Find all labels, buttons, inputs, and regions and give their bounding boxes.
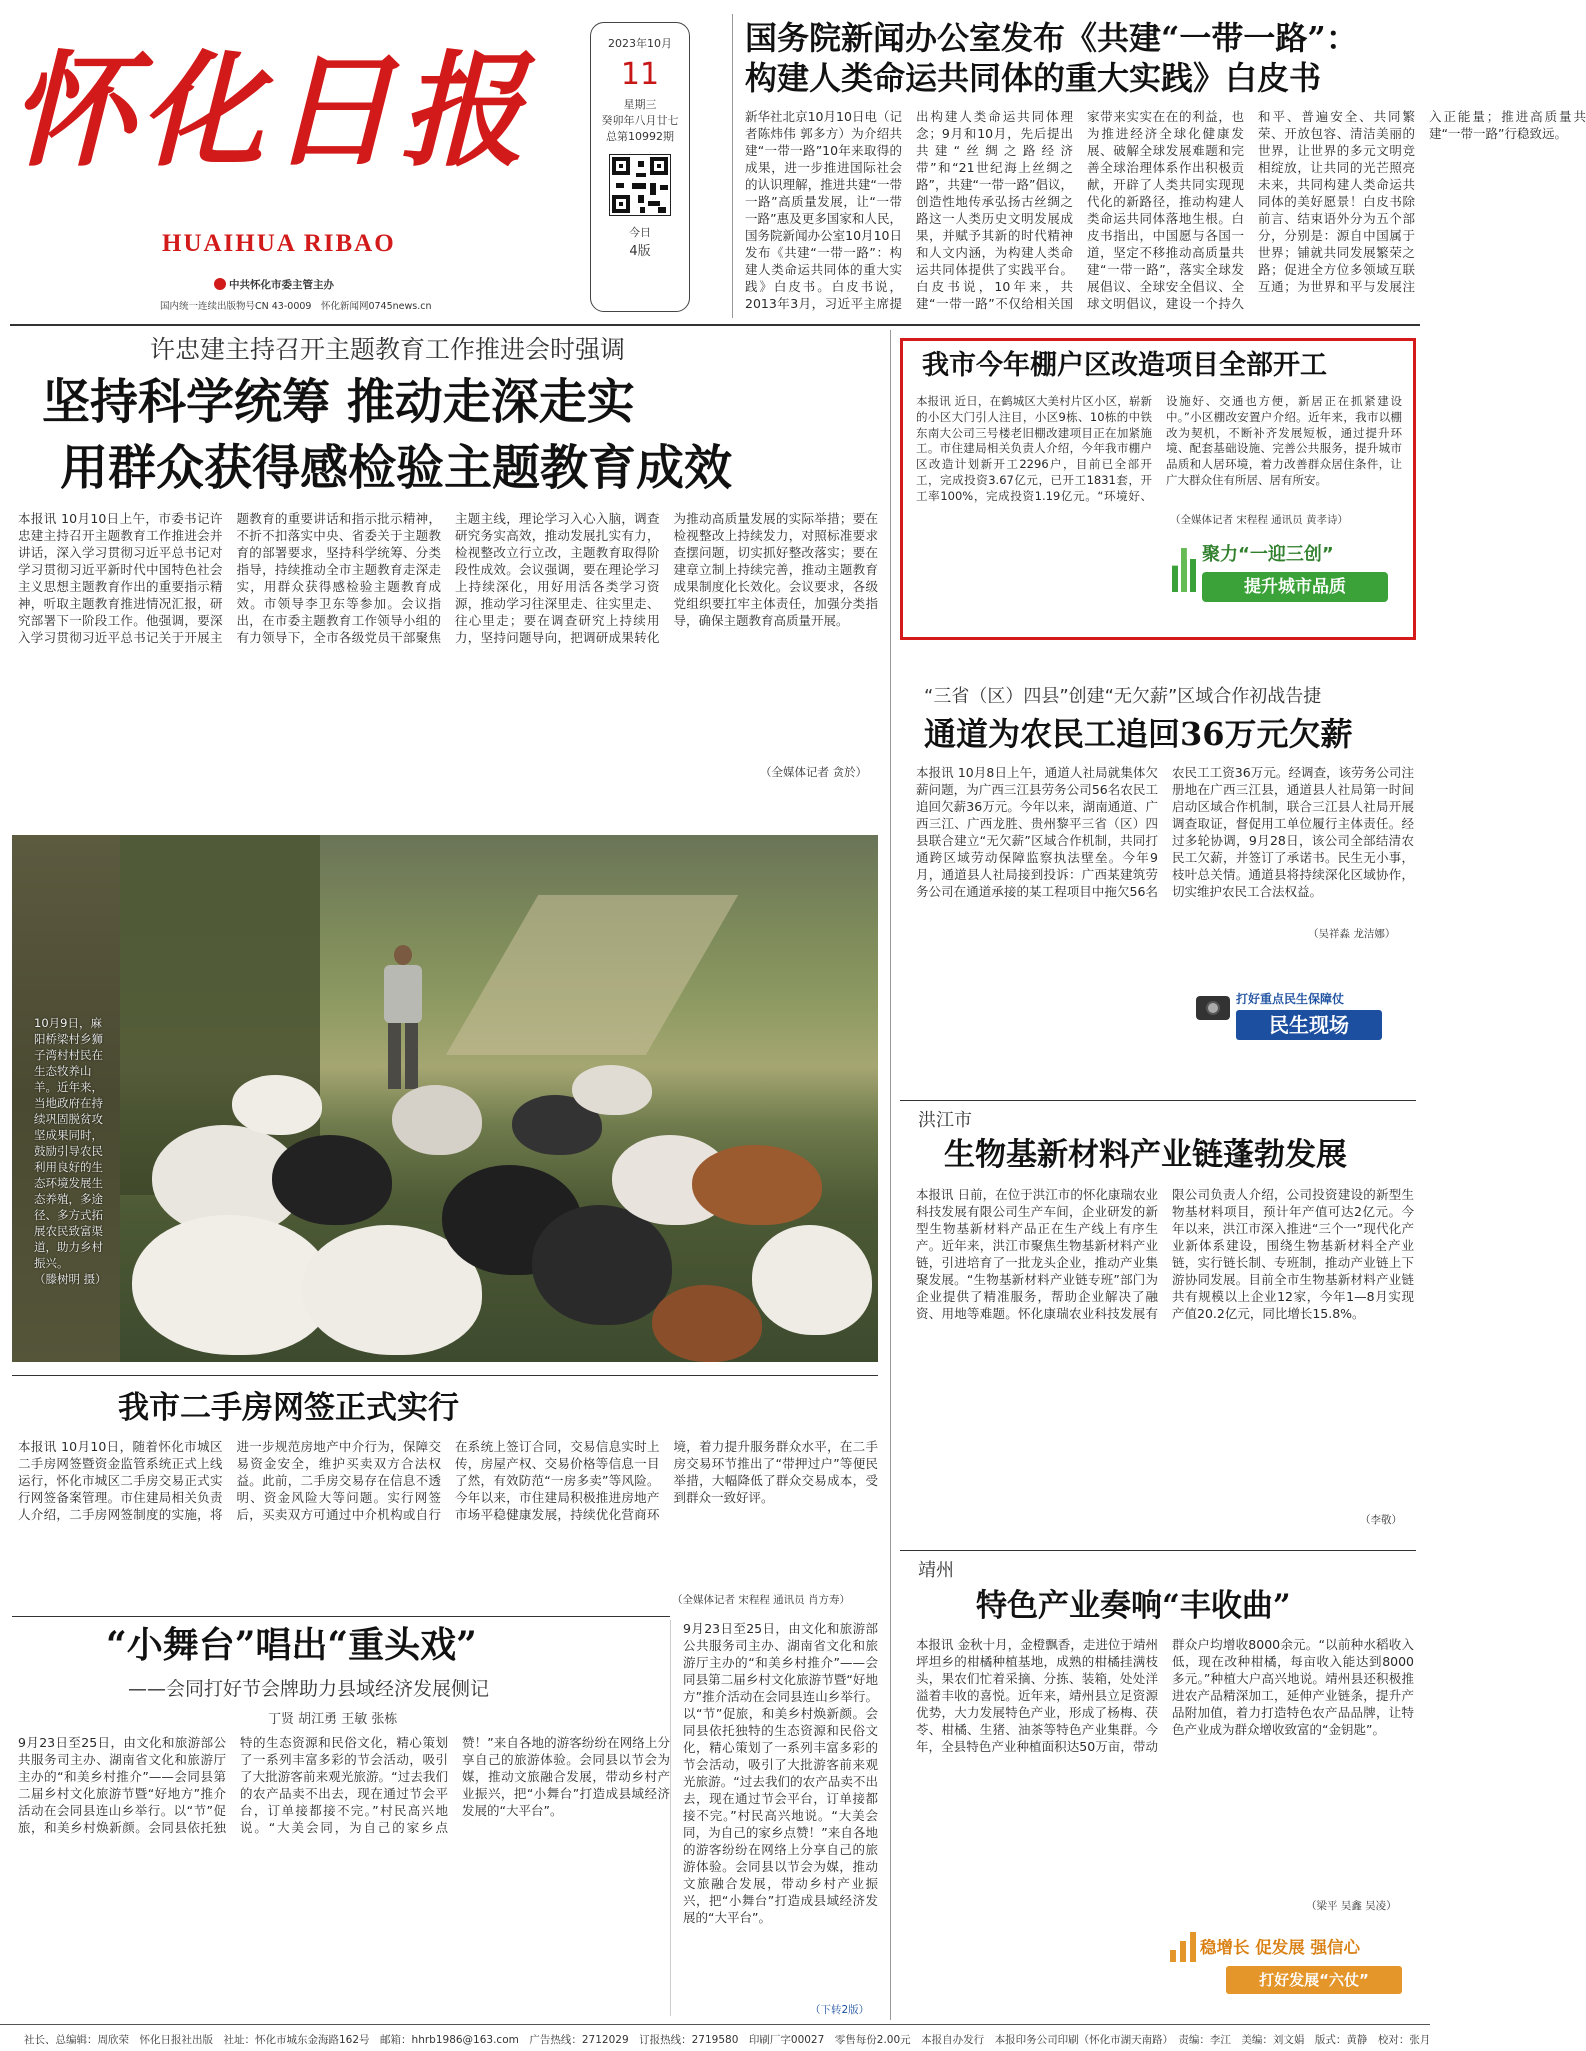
growth-chart-icon: [1170, 1932, 1196, 1962]
sponsor-line: 中共怀化市委主管主办: [214, 277, 334, 292]
weekday: 星期三: [623, 98, 657, 111]
jingzhou-kicker: 靖州: [918, 1560, 954, 1581]
stage-subtitle: ——会同打好节会牌助力县域经济发展侧记: [128, 1678, 490, 1700]
jingzhou-body: 本报讯 金秋十月，金橙飘香，走进位于靖州坪坦乡的柑橘种植基地，成熟的柑橘挂满枝头，果农们忙着采摘、分拣、装箱，处处洋溢着丰收的喜悦。近年来，靖州县立足资源优势，大力发展特色产业，形成了杨梅、茯苓、柑橘、生猪、油茶等特色产业集群。今年，全县特色产业种植面积达50万亩，带动群众户均增收8000余元。“以前种水稻收入低，现在改种柑橘，每亩收入能达到8000多元。”种植大户高兴地说。靖州县还积极推进农产品精深加工，延伸产业链条，提升产品附加值，着力打造特色农产品品牌，让特色产业成为群众增收致富的“金钥匙”。: [916, 1637, 1414, 1754]
biotech-title[interactable]: 生物基新材料产业链蓬勃发展: [944, 1137, 1347, 1173]
goat: [752, 1225, 872, 1335]
right-divider-1: [900, 1100, 1416, 1101]
goat: [532, 1205, 672, 1325]
column-separator-top: [732, 14, 733, 318]
newspaper-pinyin: HUAIHUA RIBAO: [162, 230, 396, 257]
masthead-divider: [10, 324, 1420, 326]
page-footer: 社长、总编辑：周欣荣 怀化日报社出版 社址：怀化市城东金海路162号 邮箱：hhrb1986@163.com 广告热线：2712029 订报热线：2719580 印刷厂字00027 零售每份2.00元 本报自办发行 本报印务公司印刷（怀化市湖天南路） 责编：李江 美编：刘文娟 版式：黄静 校对：张月: [0, 2024, 1430, 2051]
stage-authors: 丁贤 胡江勇 王敏 张栋: [268, 1712, 398, 1727]
date-day: 11: [620, 57, 660, 92]
main-story-title-1[interactable]: 坚持科学统筹 推动走深走实: [42, 374, 635, 430]
top-story-title-1[interactable]: 国务院新闻办公室发布《共建“一带一路”：: [745, 19, 1358, 57]
jingzhou-banner-line-1: 稳增长 促发展 强信心: [1200, 1938, 1360, 1957]
jingzhou-banner: [1166, 1920, 1410, 2006]
banner-line-2: 提升城市品质: [1202, 572, 1388, 602]
shantytown-title[interactable]: 我市今年棚户区改造项目全部开工: [922, 350, 1327, 381]
wage-title[interactable]: 通道为农民工追回36万元欠薪: [924, 715, 1353, 753]
farmer-figure: [382, 945, 424, 1095]
stage-continued-link[interactable]: （下转2版）: [810, 2004, 870, 2016]
biotech-body: 本报讯 日前，在位于洪江市的怀化康瑞农业科技发展有限公司生产车间，企业研发的新型生物基新材料产品正在生产线上有序生产。近年来，洪江市聚焦生物基新材料产业链，引进培育了一批龙头企业，推动产业集聚发展。“生物基新材料产业链专班”部门为企业提供了精准服务，帮助企业解决了融资、用地等难题。怀化康瑞农业科技发展有限公司负责人介绍，公司投资建设的新型生物基材料项目，预计年产值可达2亿元。今年以来，洪江市深入推进“三个一”现代化产业新体系建设，围绕生物基新材料全产业链，实行链长制、专班制，推动产业链上下游协同发展。目前全市生物基新材料产业链共有规模以上企业12家，今年1—8月实现产值20.2亿元，同比增长15.8%。: [916, 1187, 1414, 1321]
newspaper-logo: 怀化日报: [10, 39, 531, 184]
main-story-kicker: 许忠建主持召开主题教育工作推进会时强调: [150, 335, 626, 364]
wage-banner-line-2: 民生现场: [1236, 1010, 1382, 1040]
wage-body: 本报讯 10月8日上午，通道人社局就集体欠薪问题，为广西三江县劳务公司56名农民工追回欠薪36万元。今年以来，湖南通道、广西三江、广西龙胜、贵州黎平三省（区）四县联合建立“无欠薪”区域合作机制，共同打通跨区域劳动保障监察执法壁垒。今年9月，通道县人社局接到投诉：广西某建筑劳务公司在通道承接的某工程项目中拖欠56名农民工工资36万元。经调查，该劳务公司注册地在广西三江县，通道县人社局第一时间启动区域合作机制，联合三江县人社局开展调查取证，督促用工单位履行主体责任。经过多轮协调，9月28日，该公司全部结清农民工欠薪，并签订了承诺书。民生无小事，枝叶总关情。通道县将持续深化区域协作，切实维护农民工合法权益。: [916, 765, 1414, 899]
qr-code-icon[interactable]: [609, 154, 671, 216]
shantytown-byline: （全媒体记者 宋程程 通讯员 黄孝诗）: [1170, 514, 1349, 526]
banner-line-1: 聚力“一迎三创”: [1202, 544, 1334, 565]
wage-byline: （吴祥淼 龙洁娜）: [1308, 928, 1396, 940]
lunar-date: 癸卯年八月廿七: [601, 114, 679, 127]
top-story-title-2[interactable]: 构建人类命运共同体的重大实践》白皮书: [745, 59, 1322, 97]
biotech-byline: （李敬）: [1360, 1514, 1402, 1526]
jingzhou-title[interactable]: 特色产业奏响“丰收曲”: [976, 1588, 1291, 1624]
publication-codes: 国内统一连续出版物号CN 43-0009 怀化新闻网0745news.cn: [160, 301, 432, 312]
issue-number: 总第10992期: [606, 130, 674, 143]
main-story-byline: （全媒体记者 贪於）: [760, 765, 868, 779]
goat-herding-photo[interactable]: [12, 835, 878, 1362]
today-label: 今日: [629, 226, 651, 239]
jingzhou-banner-line-2: 打好发展“六仗”: [1226, 1966, 1402, 1994]
goat: [652, 1285, 762, 1362]
wage-banner: [1196, 988, 1406, 1046]
stage-title[interactable]: “小舞台”唱出“重头戏”: [106, 1624, 477, 1666]
housing-byline: （全媒体记者 宋程程 通讯员 肖方寿）: [672, 1594, 851, 1606]
stage-divider: [12, 1616, 670, 1617]
goat: [272, 1135, 392, 1225]
housing-body: 本报讯 10月10日，随着怀化市城区二手房网签暨资金监管系统正式上线运行，怀化市城区二手房交易正式实行网签备案管理。市住建局相关负责人介绍，二手房网签制度的实施，将进一步规范房地产中介行为，保障交易资金安全，维护买卖双方合法权益。此前，二手房交易存在信息不透明、资金风险大等问题。实行网签后，买卖双方可通过中介机构或自行在系统上签订合同，交易信息实时上传，房屋产权、交易价格等信息一目了然，有效防范“一房多卖”等风险。今年以来，市住建局积极推进房地产市场平稳健康发展，持续优化营商环境，着力提升服务群众水平，在二手房交易环节推出了“带押过户”等便民举措，大幅降低了群众交易成本，受到群众一致好评。: [18, 1439, 878, 1522]
top-story-body: 新华社北京10月10日电（记者陈炜伟 郭多方）为介绍共建“一带一路”10年来取得的成果，进一步推进国际社会的认识理解，推进共建“一带一路”高质量发展，让“一带一路”惠及更多国家和人民，国务院新闻办公室10月10日发布《共建“一带一路”：构建人类命运共同体的重大实践》白皮书。白皮书说，2013年3月，习近平主席提出构建人类命运共同体理念；9月和10月，先后提出共建“丝绸之路经济带”和“21世纪海上丝绸之路”，共建“一带一路”倡议，创造性地传承弘扬古丝绸之路这一人类历史文明发展成果，并赋予其新的时代精神和人文内涵，为构建人类命运共同体提供了实践平台。白皮书说，10年来，共建“一带一路”不仅给相关国家带来实实在在的利益，也为推进经济全球化健康发展、破解全球发展难题和完善全球治理体系作出积极贡献，开辟了人类共同实现现代化的新路径，推动构建人类命运共同体落地生根。白皮书指出，中国愿与各国一道，坚定不移推动高质量共建“一带一路”，落实全球发展倡议、全球安全倡议、全球文明倡议，建设一个持久和平、普遍安全、共同繁荣、开放包容、清洁美丽的世界，让世界的多元文明竞相绽放，让共同的光芒照亮未来，共同构建人类命运共同体的美好愿景！白皮书除前言、结束语外分为五个部分，分别是：源自中国属于世界；铺就共同发展繁荣之路；促进全方位多领域互联互通；为世界和平与发展注入正能量；推进高质量共建“一带一路”行稳致远。: [745, 109, 1586, 311]
biotech-kicker: 洪江市: [918, 1110, 972, 1131]
right-divider-2: [900, 1550, 1416, 1551]
goat: [392, 1085, 482, 1155]
stage-body-col4: 9月23日至25日，由文化和旅游部公共服务司主办、湖南省文化和旅游厅主办的“和美乡村推介”——会同县第二届乡村文化旅游节暨“好地方”推介活动在会同县连山乡举行。以“节”促旅，和美乡村焕新颜。会同县依托独特的生态资源和民俗文化，精心策划了一系列丰富多彩的节会活动，吸引了大批游客前来观光旅游。“过去我们的农产品卖不出去，现在通过节会平台，订单接都接不完。”村民高兴地说。“大美会同，为自己的家乡点赞！”来自各地的游客纷纷在网络上分享自己的旅游体验。会同县以节会为媒，推动文旅融合发展，带动乡村产业振兴，把“小舞台”打造成县域经济发展的“大平台”。: [670, 1620, 878, 2016]
housing-divider: [12, 1375, 878, 1376]
housing-title[interactable]: 我市二手房网签正式实行: [118, 1390, 459, 1426]
goat: [572, 1065, 652, 1115]
shantytown-body: 本报讯 近日，在鹤城区大美村片区小区，崭新的小区大门引人注目，小区9栋、10栋的中铁东南大公司三号楼老旧棚改建项目正在加紧施工。市住建局相关负责人介绍，今年我市棚户区改造计划新开工2296户，目前已全部开工，完成投资3.67亿元，已开工1831套，开工率100%，完成投资1.19亿元。“环境好、设施好、交通也方便，新居正在抓紧建设中。”小区棚改安置户介绍。近年来，我市以棚改为契机，不断补齐发展短板，通过提升环境、配套基础设施、完善公共服务，提升城市品质和人居环境，着力改善群众居住条件，让广大群众住有所居、居有所安。: [916, 394, 1402, 503]
city-skyline-icon: [1172, 548, 1196, 592]
shantytown-banner: [1168, 532, 1398, 610]
page-count: 4版: [629, 244, 651, 259]
column-separator: [890, 330, 891, 2020]
wage-banner-line-1: 打好重点民生保障仗: [1236, 992, 1345, 1006]
photo-caption: 10月9日，麻阳桥梁村乡狮子湾村村民在生态牧养山羊。近年来，当地政府在持续巩固脱贫攻坚成果同时，鼓励引导农民利用良好的生态环境发展生态养殖，多途径、多方式拓展农民致富渠道，助力乡村振兴。 （滕树明 摄）: [34, 1016, 107, 1286]
wage-kicker: “三省（区）四县”创建“无欠薪”区域合作初战告捷: [924, 686, 1322, 707]
main-story-title-2[interactable]: 用群众获得感检验主题教育成效: [60, 440, 733, 496]
party-emblem-icon: [214, 278, 226, 290]
goat: [692, 1145, 822, 1225]
date-line: 2023年10月: [608, 37, 672, 50]
main-story-body: 本报讯 10月10日上午，市委书记许忠建主持召开主题教育工作推进会并讲话，深入学习贯彻习近平总书记对学习贯彻习近平新时代中国特色社会主义思想主题教育作出的重要指示精神，听取主题教育推进情况汇报，研究部署下一阶段工作。他强调，要深入学习贯彻习近平总书记关于开展主题教育的重要讲话和指示批示精神，不折不扣落实中央、省委关于主题教育的部署要求，坚持科学统筹、分类指导，持续推动全市主题教育走深走实，用群众获得感检验主题教育成效。市领导李卫东等参加。会议指出，在市委主题教育工作领导小组的有力领导下，全市各级党员干部聚焦主题主线，理论学习入心入脑，调查研究务实高效，推动发展扎实有力，检视整改立行立改，主题教育取得阶段性成效。会议强调，要在理论学习上持续深化，用好用活各类学习资源，推动学习往深里走、往实里走、往心里走；要在调查研究上持续用力，坚持问题导向，把调研成果转化为推动高质量发展的实际举措；要在检视整改上持续发力，对照标准要求查摆问题，切实抓好整改落实；要在建章立制上持续完善，推动主题教育成果制度化长效化。会议要求，各级党组织要扛牢主体责任，加强分类指导，确保主题教育高质量开展。: [18, 511, 878, 645]
goat: [232, 1075, 322, 1135]
date-box: [590, 22, 690, 312]
jingzhou-byline: （梁平 吴鑫 吴凌）: [1306, 1900, 1397, 1912]
stage-body: 9月23日至25日，由文化和旅游部公共服务司主办、湖南省文化和旅游厅主办的“和美乡村推介”——会同县第二届乡村文化旅游节暨“好地方”推介活动在会同县连山乡举行。以“节”促旅，和美乡村焕新颜。会同县依托独特的生态资源和民俗文化，精心策划了一系列丰富多彩的节会活动，吸引了大批游客前来观光旅游。“过去我们的农产品卖不出去，现在通过节会平台，订单接都接不完。”村民高兴地说。“大美会同，为自己的家乡点赞！”来自各地的游客纷纷在网络上分享自己的旅游体验。会同县以节会为媒，推动文旅融合发展，带动乡村产业振兴，把“小舞台”打造成县域经济发展的“大平台”。: [18, 1735, 670, 1835]
